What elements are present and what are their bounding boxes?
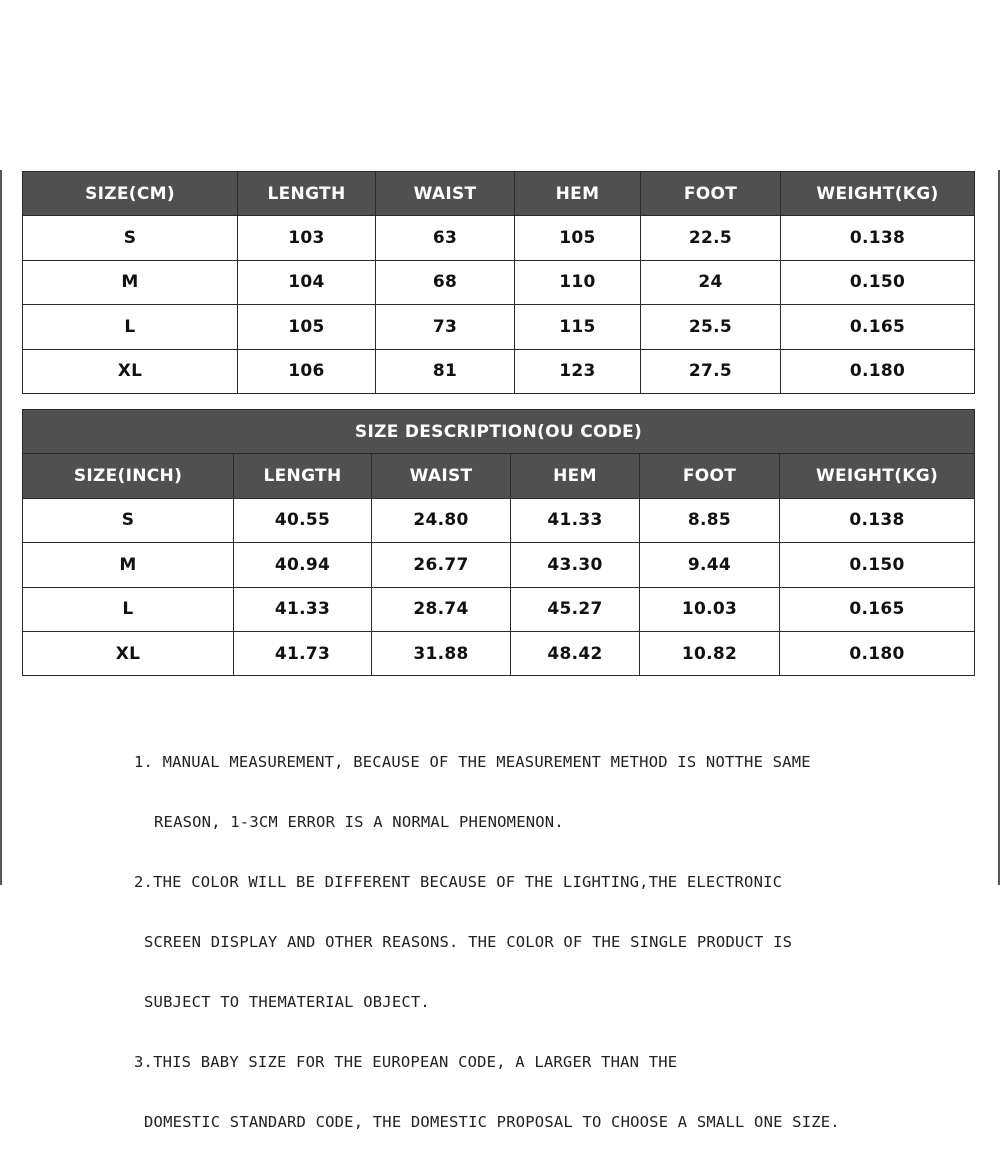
weight-cell: 0.165 (781, 305, 975, 349)
table-row (23, 543, 975, 587)
length-cell: 40.94 (234, 543, 372, 587)
header-cell: WEIGHT(KG) (781, 172, 975, 216)
header-cell: LENGTH (234, 454, 372, 498)
hem-cell: 110 (515, 260, 641, 304)
notes-block (134, 712, 954, 1152)
header-cell: HEM (515, 172, 641, 216)
note-line: 2.THE COLOR WILL BE DIFFERENT BECAUSE OF THE LIGHTING,THE ELECTRONIC (134, 873, 783, 891)
weight-cell: 0.150 (781, 260, 975, 304)
foot-cell: 10.82 (640, 631, 780, 675)
length-cell: 106 (238, 349, 376, 393)
waist-cell: 31.88 (372, 631, 511, 675)
header-cell: WEIGHT(KG) (780, 454, 975, 498)
table-row (23, 216, 975, 260)
table-row (23, 587, 975, 631)
size-cell: XL (23, 349, 238, 393)
note-line: 3.THIS BABY SIZE FOR THE EUROPEAN CODE, A LARGER THAN THE (134, 1053, 678, 1071)
size-cell: L (23, 587, 234, 631)
hem-cell: 115 (515, 305, 641, 349)
weight-cell: 0.165 (780, 587, 975, 631)
hem-cell: 105 (515, 216, 641, 260)
weight-cell: 0.138 (781, 216, 975, 260)
header-cell: FOOT (641, 172, 781, 216)
left-edge-line (0, 170, 2, 885)
size-cell: XL (23, 631, 234, 675)
hem-cell: 41.33 (511, 498, 640, 542)
size-cell: L (23, 305, 238, 349)
hem-cell: 43.30 (511, 543, 640, 587)
waist-cell: 24.80 (372, 498, 511, 542)
header-cell: HEM (511, 454, 640, 498)
hem-cell: 48.42 (511, 631, 640, 675)
table-title: SIZE DESCRIPTION(OU CODE) (23, 410, 975, 454)
length-cell: 41.33 (234, 587, 372, 631)
length-cell: 105 (238, 305, 376, 349)
size-table-cm (22, 171, 975, 394)
hem-cell: 45.27 (511, 587, 640, 631)
weight-cell: 0.138 (780, 498, 975, 542)
note-line: 1. MANUAL MEASUREMENT, BECAUSE OF THE MEASUREMENT METHOD IS NOTTHE SAME (134, 753, 811, 771)
table-row (23, 631, 975, 675)
note-line: SCREEN DISPLAY AND OTHER REASONS. THE COLOR OF THE SINGLE PRODUCT IS (144, 933, 793, 951)
size-cell: M (23, 543, 234, 587)
length-cell: 103 (238, 216, 376, 260)
weight-cell: 0.150 (780, 543, 975, 587)
foot-cell: 9.44 (640, 543, 780, 587)
length-cell: 41.73 (234, 631, 372, 675)
length-cell: 104 (238, 260, 376, 304)
table-row (23, 260, 975, 304)
hem-cell: 123 (515, 349, 641, 393)
waist-cell: 81 (376, 349, 515, 393)
table-row (23, 498, 975, 542)
table-title-row (23, 410, 975, 454)
note-line: DOMESTIC STANDARD CODE, THE DOMESTIC PROPOSAL TO CHOOSE A SMALL ONE SIZE. (144, 1113, 840, 1131)
waist-cell: 28.74 (372, 587, 511, 631)
header-cell: FOOT (640, 454, 780, 498)
header-cell: WAIST (376, 172, 515, 216)
foot-cell: 22.5 (641, 216, 781, 260)
weight-cell: 0.180 (780, 631, 975, 675)
waist-cell: 73 (376, 305, 515, 349)
foot-cell: 27.5 (641, 349, 781, 393)
waist-cell: 63 (376, 216, 515, 260)
size-cell: S (23, 498, 234, 542)
table-header-row (23, 454, 975, 498)
table-row (23, 349, 975, 393)
waist-cell: 26.77 (372, 543, 511, 587)
length-cell: 40.55 (234, 498, 372, 542)
note-line: SUBJECT TO THEMATERIAL OBJECT. (144, 993, 430, 1011)
weight-cell: 0.180 (781, 349, 975, 393)
foot-cell: 25.5 (641, 305, 781, 349)
size-cell: M (23, 260, 238, 304)
table-row (23, 305, 975, 349)
note-line: REASON, 1-3CM ERROR IS A NORMAL PHENOMENON. (154, 813, 564, 831)
header-cell: SIZE(CM) (23, 172, 238, 216)
foot-cell: 24 (641, 260, 781, 304)
waist-cell: 68 (376, 260, 515, 304)
foot-cell: 8.85 (640, 498, 780, 542)
size-table-inch (22, 409, 975, 676)
table-header-row (23, 172, 975, 216)
foot-cell: 10.03 (640, 587, 780, 631)
header-cell: SIZE(INCH) (23, 454, 234, 498)
header-cell: LENGTH (238, 172, 376, 216)
size-cell: S (23, 216, 238, 260)
header-cell: WAIST (372, 454, 511, 498)
